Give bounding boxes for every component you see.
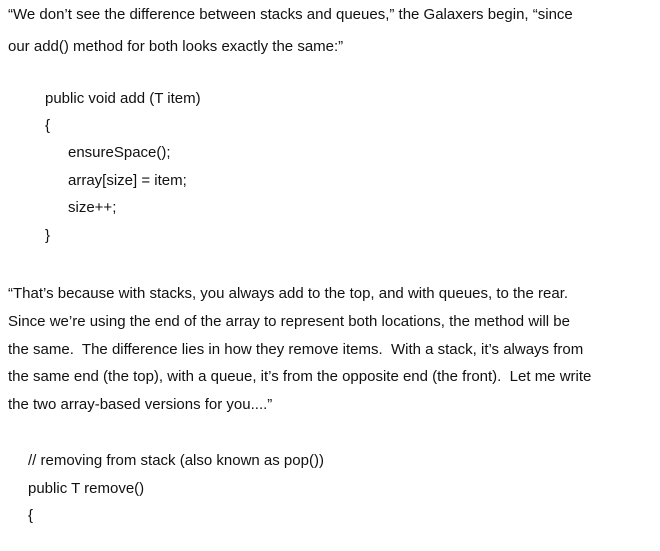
paragraph-line: the two array-based versions for you....” [8, 396, 273, 413]
code-line: } [45, 227, 51, 244]
paragraph-line: the same. The difference lies in how they remove items. With a stack, it’s always from [8, 341, 584, 358]
paragraph-line: the same end (the top), with a queue, it’s from the opposite end (the front). Let me write [8, 368, 592, 385]
code-line: array[size] = item; [68, 172, 187, 189]
paragraph-line: our add() method for both looks exactly the same:” [8, 38, 344, 55]
code-line: ensureSpace(); [68, 144, 171, 161]
paragraph-line: “We don’t see the difference between stacks and queues,” the Galaxers begin, “since [8, 6, 573, 23]
code-line: public T remove() [28, 480, 145, 497]
paragraph-line: Since we’re using the end of the array to represent both locations, the method will be [8, 313, 570, 330]
code-line: { [28, 507, 34, 524]
paragraph-line: “That’s because with stacks, you always add to the top, and with queues, to the rear. [8, 285, 569, 302]
code-line: { [45, 117, 51, 134]
code-line: size++; [68, 199, 117, 216]
code-comment: // removing from stack (also known as pop()) [28, 452, 324, 469]
code-line: public void add (T item) [45, 90, 201, 107]
